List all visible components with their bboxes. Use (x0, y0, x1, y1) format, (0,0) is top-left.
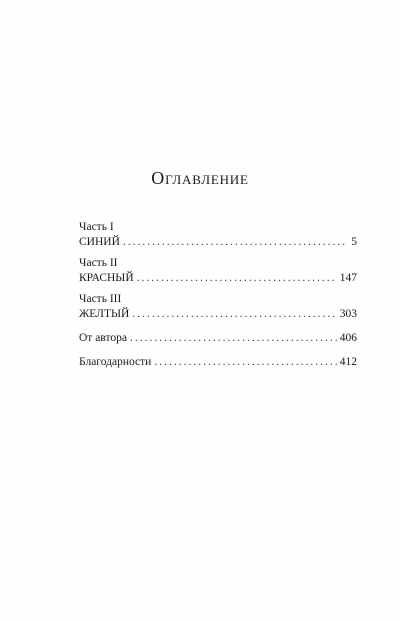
entry-page-number: 412 (339, 356, 357, 368)
entry-page-number: 5 (351, 236, 357, 248)
entry-page-number: 406 (339, 332, 357, 344)
entry-title: СИНИЙ (79, 236, 120, 248)
toc-entry[interactable] (79, 355, 357, 370)
entry-page-number: 147 (339, 272, 357, 284)
table-of-contents (79, 220, 357, 379)
toc-entry[interactable] (79, 307, 357, 322)
page-title: Оглавление (151, 168, 249, 188)
toc-part-1 (79, 220, 357, 250)
entry-title: Благодарности (79, 356, 152, 368)
dot-leader (137, 271, 337, 286)
entry-title: КРАСНЫЙ (79, 272, 134, 284)
entry-title: От автора (79, 332, 127, 344)
part-label: Часть II (79, 257, 118, 269)
toc-part-2 (79, 256, 357, 286)
entry-title: ЖЕЛТЫЙ (79, 308, 130, 320)
entry-page-number: 303 (339, 308, 357, 320)
toc-extra-2 (79, 355, 357, 370)
toc-part-3 (79, 292, 357, 322)
part-label: Часть III (79, 293, 122, 305)
toc-extra-1 (79, 331, 357, 346)
toc-entry[interactable] (79, 271, 357, 286)
dot-leader (154, 355, 336, 370)
toc-entry[interactable] (79, 235, 357, 250)
part-label: Часть I (79, 221, 114, 233)
dot-leader (130, 331, 337, 346)
dot-leader (123, 235, 348, 250)
toc-entry[interactable] (79, 331, 357, 346)
dot-leader (132, 307, 336, 322)
